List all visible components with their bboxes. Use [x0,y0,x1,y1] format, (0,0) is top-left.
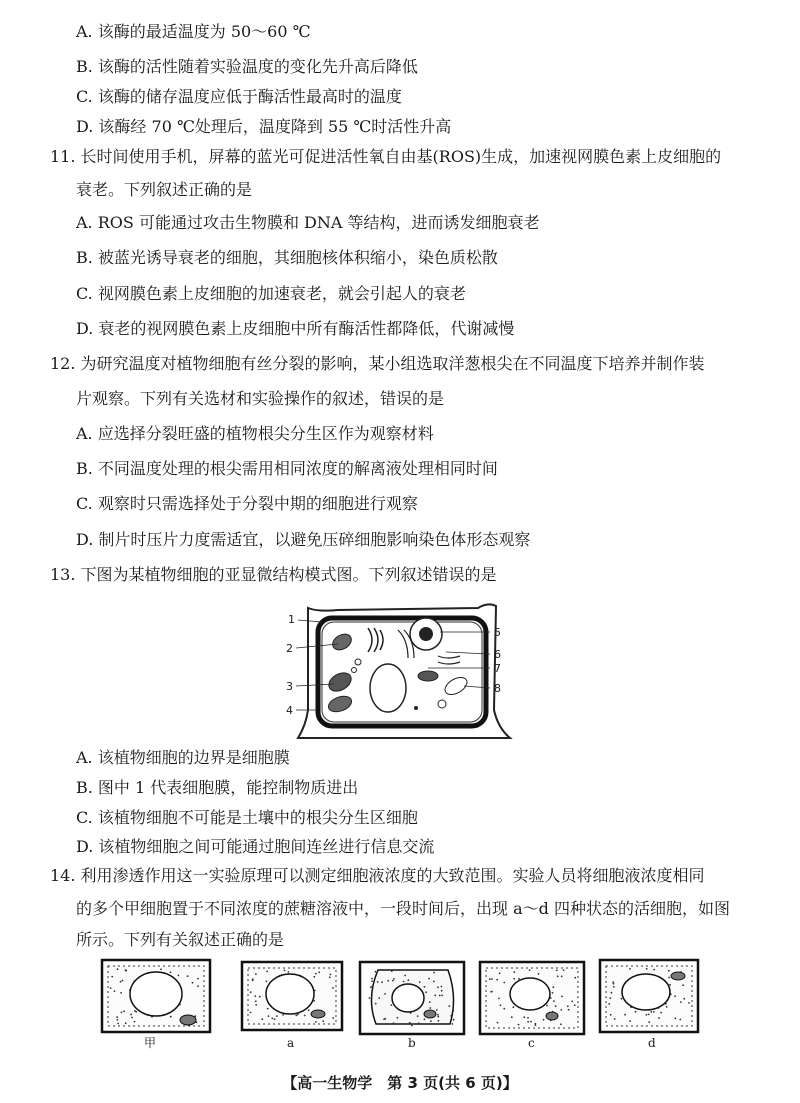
cell-b [358,960,466,1036]
q10-option-d: D. 该酶经 70 ℃处理后，温度降到 55 ℃时活性升高 [76,117,452,136]
q12-option-c: C. 观察时只需选择处于分裂中期的细胞进行观察 [76,494,418,513]
page-footer: 【高一生物学 第 3 页(共 6 页)】 [282,1074,518,1092]
caption-c: c [528,1036,535,1050]
q11-option-d: D. 衰老的视网膜色素上皮细胞中所有酶活性都降低，代谢减慢 [76,319,515,338]
diagram-label-5: 5 [494,626,501,639]
q11-option-c: C. 视网膜色素上皮细胞的加速衰老，就会引起人的衰老 [76,284,466,303]
diagram-label-7: 7 [494,662,501,675]
diagram-label-4: 4 [286,704,293,717]
q14-stem-line2: 的多个甲细胞置于不同浓度的蔗糖溶液中，一段时间后，出现 a～d 四种状态的活细胞，如图 [76,899,730,918]
q12-option-b: B. 不同温度处理的根尖需用相同浓度的解离液处理相同时间 [76,459,498,478]
q13-option-d: D. 该植物细胞之间可能通过胞间连丝进行信息交流 [76,837,435,856]
diagram-label-1: 1 [288,613,295,626]
q13-option-b: B. 图中 1 代表细胞膜，能控制物质进出 [76,778,359,797]
caption-a: a [287,1036,295,1050]
q11-stem-line2: 衰老。下列叙述正确的是 [76,180,253,199]
cell-c [478,960,586,1036]
caption-b: b [408,1036,416,1050]
q13-option-c: C. 该植物细胞不可能是土壤中的根尖分生区细胞 [76,808,418,827]
q11-option-a: A. ROS 可能通过攻击生物膜和 DNA 等结构，进而诱发细胞衰老 [76,213,540,232]
q12-stem-line1: 12. 为研究温度对植物细胞有丝分裂的影响，某小组选取洋葱根尖在不同温度下培养并制作装 [50,354,705,373]
q12-stem-line2: 片观察。下列有关选材和实验操作的叙述，错误的是 [76,389,445,408]
cell-d [598,958,700,1034]
q14-stem-line3: 所示。下列有关叙述正确的是 [76,930,285,949]
q13-option-a: A. 该植物细胞的边界是细胞膜 [76,748,290,767]
q12-option-d: D. 制片时压片力度需适宜，以避免压碎细胞影响染色体形态观察 [76,530,531,549]
q10-option-c: C. 该酶的储存温度应低于酶活性最高时的温度 [76,87,402,106]
diagram-label-6: 6 [494,648,501,661]
cell-a [240,960,344,1032]
cell-jia [100,958,212,1034]
q12-option-a: A. 应选择分裂旺盛的植物根尖分生区作为观察材料 [76,424,434,443]
diagram-label-2: 2 [286,642,293,655]
diagram-label-8: 8 [494,682,501,695]
diagram-label-3: 3 [286,680,293,693]
caption-d: d [648,1036,656,1050]
q11-option-b: B. 被蓝光诱导衰老的细胞，其细胞核体积缩小，染色质松散 [76,248,498,267]
q14-stem-line1: 14. 利用渗透作用这一实验原理可以测定细胞液浓度的大致范围。实验人员将细胞液浓度相同 [50,866,705,885]
q11-stem-line1: 11. 长时间使用手机，屏幕的蓝光可促进活性氧自由基(ROS)生成，加速视网膜色素上皮细胞的 [50,147,722,166]
q10-option-b: B. 该酶的活性随着实验温度的变化先升高后降低 [76,57,418,76]
plant-cell-diagram [278,600,518,742]
q10-option-a: A. 该酶的最适温度为 50～60 ℃ [76,22,311,41]
caption-jia: 甲 [144,1036,157,1050]
q13-stem: 13. 下图为某植物细胞的亚显微结构模式图。下列叙述错误的是 [50,565,497,584]
